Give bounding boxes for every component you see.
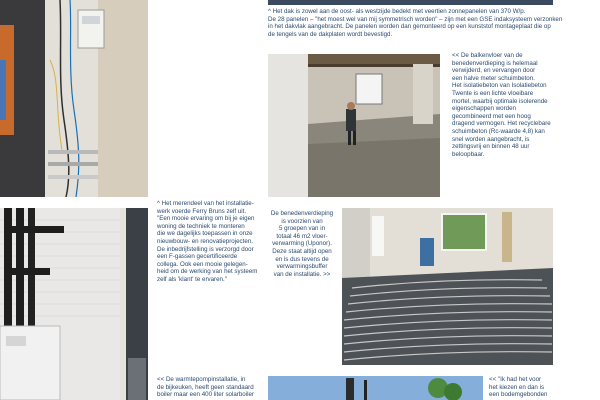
floor-heating-caption: De benedenverdieping is voorzien van 5 groepen van in totaal 46 m2 vloer- verwarming (Uponor). Deze staat altijd open en is dus tevens de verwarmingsbuffer van de installatie. >> [270, 210, 334, 278]
installation-cabinet-illustration [0, 0, 148, 197]
floor-heating-photo [342, 208, 553, 365]
foam-concrete-illustration [268, 54, 440, 197]
heat-pump-room-photo [0, 208, 148, 400]
roof-caption: ^ Het dak is zowel aan de oost- als westzijde bedekt met veertien zonnepanelen van 370 W/p. De 28 panelen – "het moest wel van mij symmetrisch worden" – zijn met een GSE indaksysteem verzonken in het dakvlak aangebracht. De panelen worden dan gemonteerd op een kunststof montageplaat die op de tengels van de dakplaten wordt bevestigd. [268, 8, 563, 38]
installer-caption: ^ Het merendeel van het installatie- werk voerde Ferry Bruns zelf uit. "Een mooie ervaring om bij je eigen woning de techniek te monteren die we dagelijks toepassen in onze nieuwbouw- en renovatieprojecten. De inbedrijfstelling is verzorgd door een F-gassen gecertificeerde collega. Ook een mooie gelegen- heid om de werking van het systeem zelf als 'klant' te ervaren." [157, 200, 258, 283]
roof-photo [268, 376, 483, 400]
roof-illustration [268, 376, 483, 400]
top-image-edge [268, 0, 553, 5]
heat-pump-illustration [0, 208, 148, 400]
foam-concrete-caption: << De balkenvloer van de benedenverdieping is helemaal verwijderd, en vervangen door een halve meter schuimbeton. Het isolatiebeton van Isolatiebeton Twente is een lichte vloeibare mortel, waarbij optimale isolerende eigenschappen worden gecombineerd met een hoog dragend vermogen. Het recyclebare schuimbeton (Rc-waarde 4,8) kan snel worden aangebracht, is zettingsvrij en binnen 48 uur beloopbaar. [452, 52, 551, 158]
heat-pump-caption: << De warmtepompinstallatie, in de bijkeuken, heeft geen standaard boiler maar een 400 liter solarboiler [157, 376, 254, 399]
floor-heating-illustration [342, 208, 553, 365]
quote-caption: << "Ik had het voor het kiezen en dan is een bodemgebonden [489, 376, 548, 399]
installation-cabinet-photo [0, 0, 148, 197]
foam-concrete-floor-photo [268, 54, 440, 197]
